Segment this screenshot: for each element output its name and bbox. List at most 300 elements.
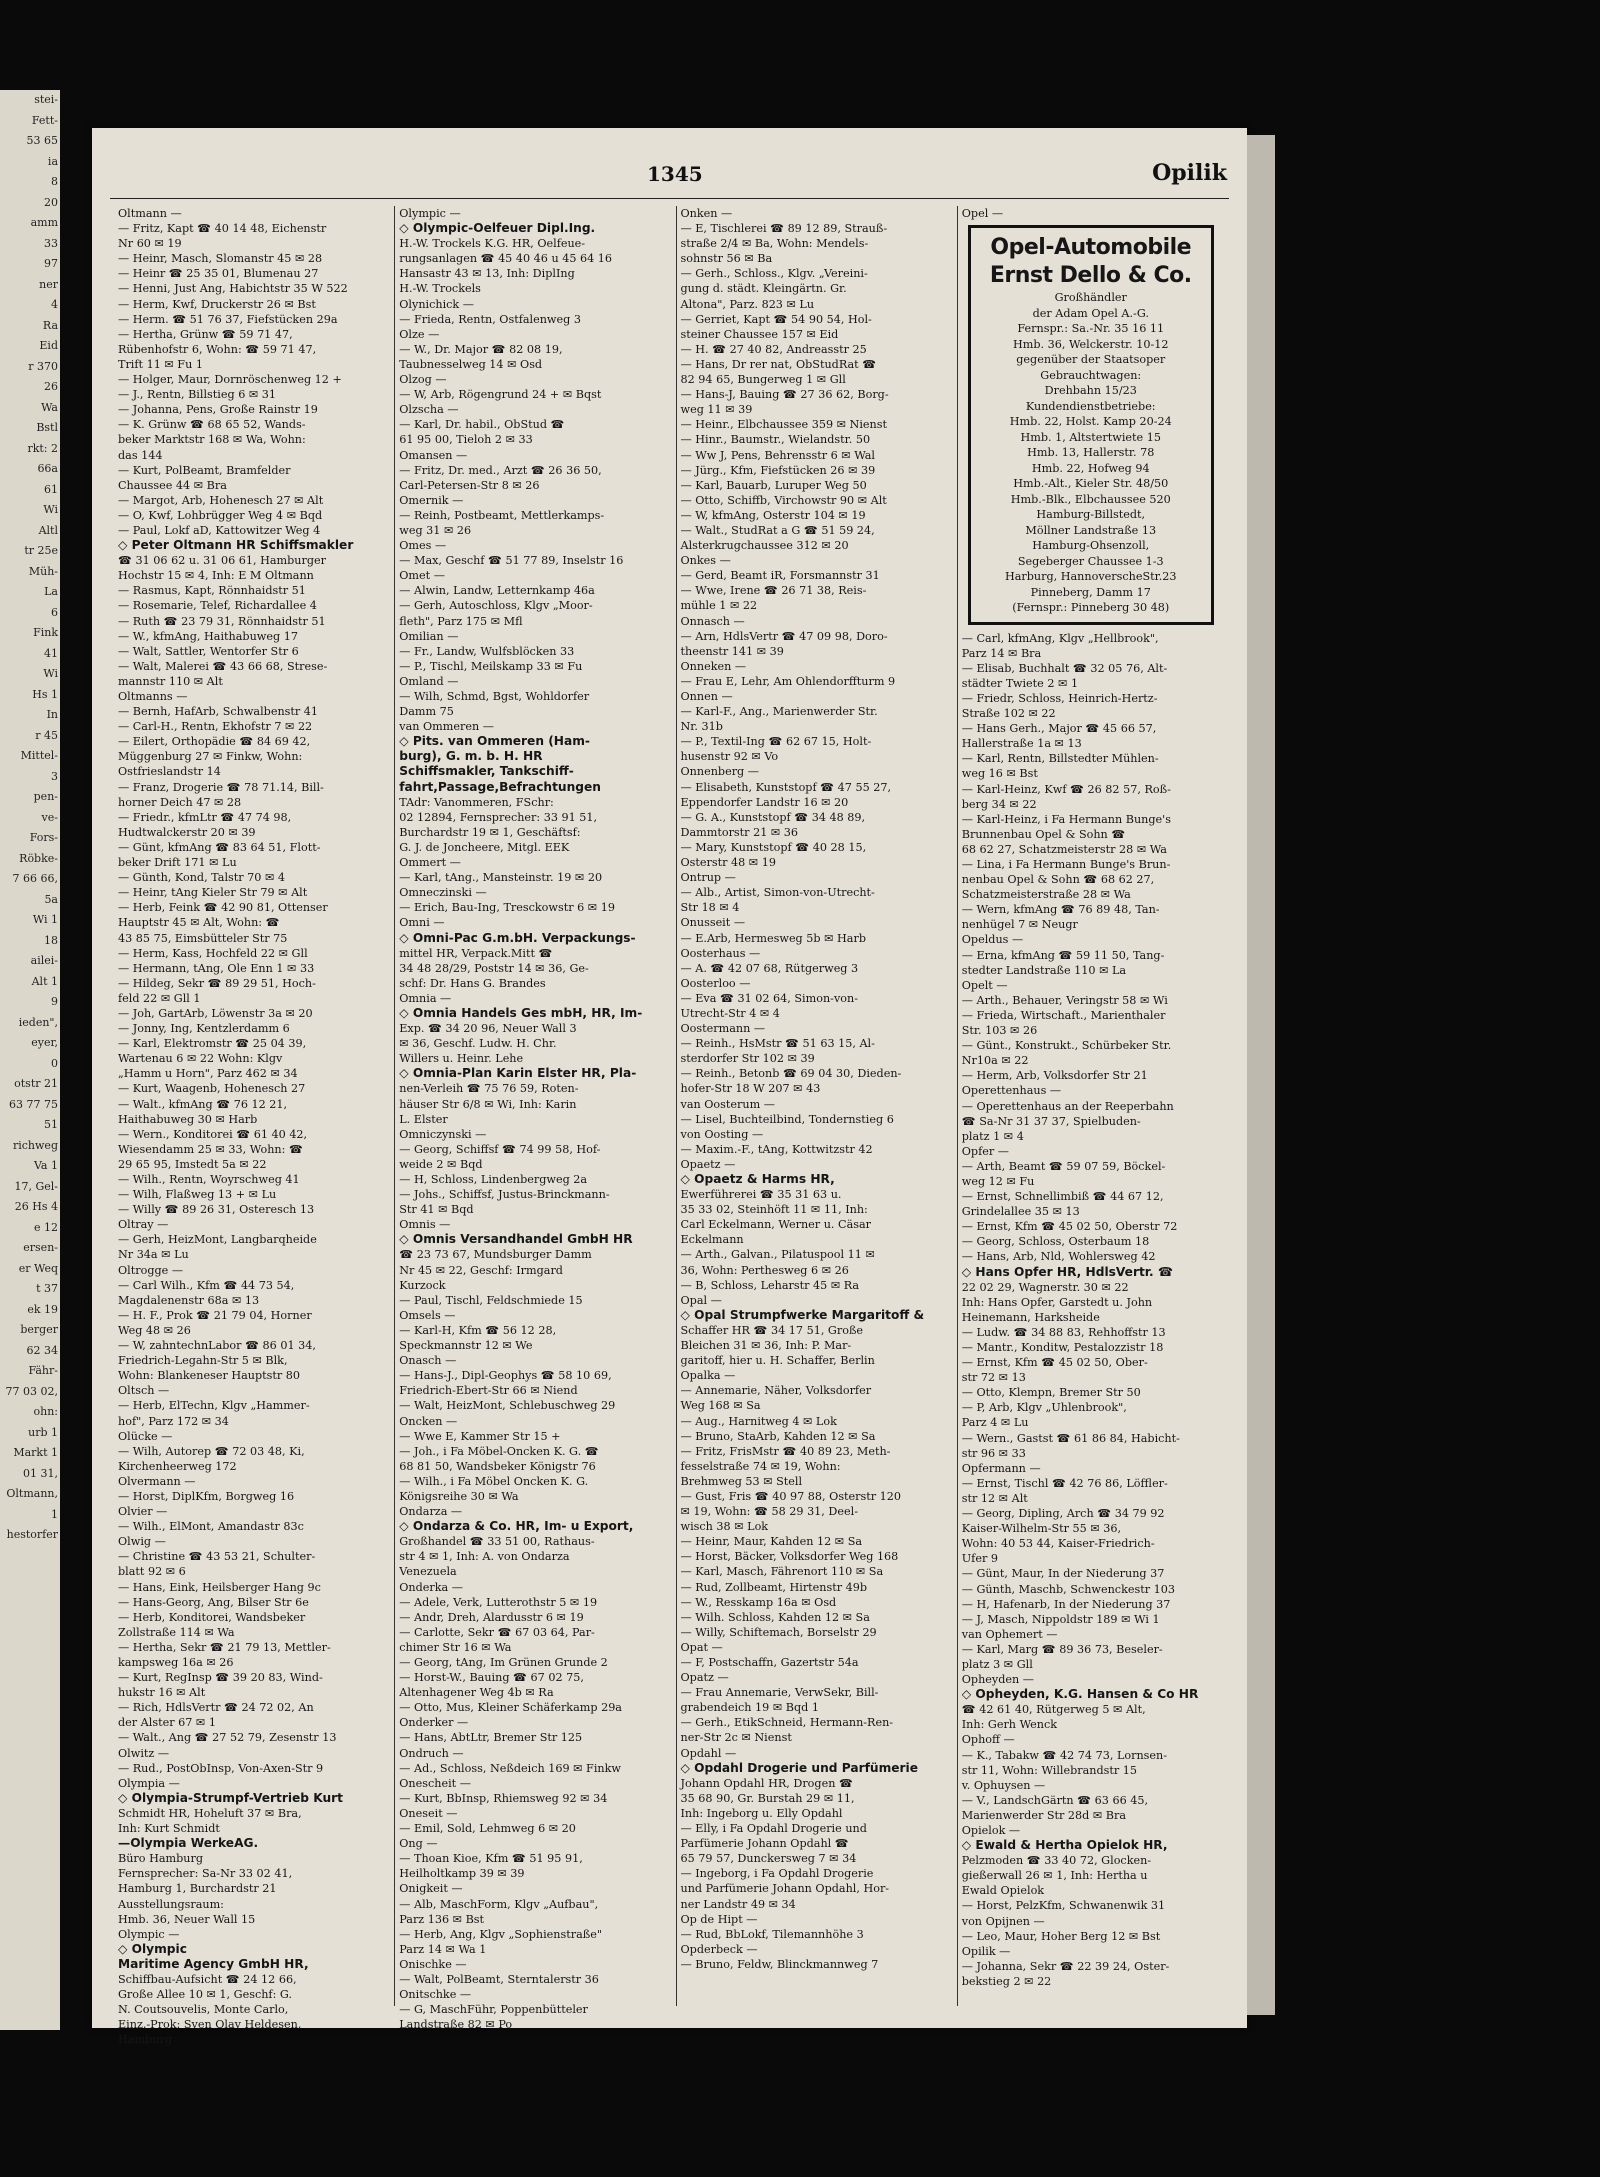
previous-page-fragment: 20 xyxy=(44,195,58,209)
surname-heading: Opalka — xyxy=(680,1369,736,1383)
previous-page-fragment: ek 19 xyxy=(27,1302,58,1316)
directory-entry: 43 85 75, Eimsbütteler Str 75 xyxy=(118,931,288,945)
directory-entry: ✉ 36, Geschf. Ludw. H. Chr. xyxy=(399,1037,557,1051)
directory-entry: Heilholtkamp 39 ✉ 39 xyxy=(399,1867,525,1881)
directory-entry: — Hertha, Grünw ☎ 59 71 47, xyxy=(118,327,293,341)
previous-page-fragment: 01 31, xyxy=(23,1466,58,1480)
previous-page-fragment: 6 xyxy=(51,605,58,619)
directory-entry: — Fritz, Kapt ☎ 40 14 48, Eichenstr xyxy=(118,222,327,236)
previous-page-fragment: Fors- xyxy=(29,831,58,844)
ad-line: (Fernspr.: Pinneberg 30 48) xyxy=(1012,601,1170,615)
directory-entry: weide 2 ✉ Bqd xyxy=(399,1157,483,1171)
surname-heading: Ommert — xyxy=(399,856,461,870)
surname-heading: Oltray — xyxy=(118,1218,169,1232)
directory-entry: Hamburg 1, Burchardstr 21 xyxy=(118,1882,277,1896)
directory-entry: Hudtwalckerstr 20 ✉ 39 xyxy=(118,825,256,839)
directory-entry: — Karl, Dr. habil., ObStud ☎ xyxy=(399,418,565,432)
directory-entry: — Joh, GartArb, Löwenstr 3a ✉ 20 xyxy=(118,1006,313,1020)
directory-entry: — Karl, Elektromstr ☎ 25 04 39, xyxy=(118,1037,307,1051)
directory-entry: — Horst, PelzKfm, Schwanenwik 31 xyxy=(961,1899,1166,1913)
directory-entry: — Horst, Bäcker, Volksdorfer Weg 168 xyxy=(680,1550,899,1564)
directory-entry: bekstieg 2 ✉ 22 xyxy=(961,1974,1052,1988)
directory-entry: — Johs., Schiffsf, Justus-Brinckmann- xyxy=(399,1188,610,1202)
directory-entry: — Walt, Sattler, Wentorfer Str 6 xyxy=(118,644,299,658)
directory-entry: — Arn, HdlsVertr ☎ 47 09 98, Doro- xyxy=(680,629,888,643)
directory-entry: Exp. ☎ 34 20 96, Neuer Wall 3 xyxy=(399,1022,577,1036)
previous-page-fragment: 26 Hs 4 xyxy=(14,1200,58,1213)
directory-entry: — Arth., Behauer, Veringstr 58 ✉ Wi xyxy=(961,993,1168,1007)
previous-page-fragment: 62 34 xyxy=(26,1343,58,1357)
directory-entry: Inh: Hans Opfer, Garstedt u. John xyxy=(961,1295,1153,1309)
directory-entry: — Paul, Lokf aD, Kattowitzer Weg 4 xyxy=(118,523,321,537)
directory-entry: schf: Dr. Hans G. Brandes xyxy=(399,976,546,990)
previous-page-fragment: 9 xyxy=(51,995,58,1008)
directory-entry: — Hans, Eink, Heilsberger Hang 9c xyxy=(118,1580,321,1594)
directory-entry: — Herb, Feink ☎ 42 90 81, Ottenser xyxy=(118,901,328,915)
previous-page-fragment: 3 xyxy=(51,769,58,783)
surname-heading: Ophoff — xyxy=(961,1733,1015,1747)
directory-entry: Dammtorstr 21 ✉ 36 xyxy=(680,825,799,839)
previous-page-fragment: 5a xyxy=(44,892,58,906)
directory-entry: — Herm, Kwf, Druckerstr 26 ✉ Bst xyxy=(118,297,316,311)
directory-entry: ☎ Sa-Nr 31 37 37, Spielbuden- xyxy=(961,1114,1141,1128)
directory-entry: Hallerstraße 1a ✉ 13 xyxy=(961,737,1082,751)
directory-entry: — Herm, Arb, Volksdorfer Str 21 xyxy=(961,1069,1148,1083)
directory-entry: hof", Parz 172 ✉ 34 xyxy=(118,1414,229,1428)
directory-entry: sterdorfer Str 102 ✉ 39 xyxy=(680,1052,815,1066)
directory-entry: Burchardstr 19 ✉ 1, Geschäftsf: xyxy=(399,825,581,839)
directory-entry: — Willy ☎ 89 26 31, Osteresch 13 xyxy=(118,1203,315,1217)
directory-entry: — Ernst, Kfm ☎ 45 02 50, Ober- xyxy=(961,1356,1148,1370)
previous-page-fragment: pen- xyxy=(33,790,58,803)
previous-page-fragment: 0 xyxy=(51,1056,58,1070)
directory-entry: — Paul, Tischl, Feldschmiede 15 xyxy=(399,1293,583,1307)
directory-entry: Altenhagener Weg 4b ✉ Ra xyxy=(399,1686,554,1700)
surname-heading: Onneken — xyxy=(680,659,747,673)
directory-entry: — Alwin, Landw, Letternkamp 46a xyxy=(399,584,595,598)
surname-heading: Olücke — xyxy=(118,1429,173,1443)
previous-page-fragment: 63 77 75 xyxy=(9,1097,58,1111)
surname-heading: Olwig — xyxy=(118,1535,166,1549)
directory-entry: — Mary, Kunststopf ☎ 40 28 15, xyxy=(680,840,867,854)
previous-page-fragment: Wa xyxy=(41,400,58,414)
directory-entry: — Elisabeth, Kunststopf ☎ 47 55 27, xyxy=(680,780,892,794)
directory-entry: Nr 34a ✉ Lu xyxy=(118,1248,189,1262)
column-3 xyxy=(681,206,958,2006)
directory-entry: — Ernst, Tischl ☎ 42 76 86, Löffler- xyxy=(961,1476,1168,1490)
directory-entry: Alsterkrugchaussee 312 ✉ 20 xyxy=(680,539,849,553)
surname-heading: Onigkeit — xyxy=(399,1882,463,1896)
directory-entry: TAdr: Vanommeren, FSchr: xyxy=(399,795,554,809)
directory-entry: — Frau Annemarie, VerwSekr, Bill- xyxy=(680,1686,879,1700)
directory-entry: — Rosemarie, Telef, Richardallee 4 xyxy=(118,599,317,613)
previous-page-fragment: 8 xyxy=(51,175,58,188)
directory-entry: Parz 136 ✉ Bst xyxy=(399,1912,485,1926)
directory-entry: — Arth., Galvan., Pilatuspool 11 ✉ xyxy=(680,1248,875,1262)
directory-entry: ◇ Olympia-Strumpf-Vertrieb Kurt xyxy=(118,1790,343,1805)
directory-entry: N. Coutsouvelis, Monte Carlo, xyxy=(118,2003,289,2017)
directory-entry: — K. Grünw ☎ 68 65 52, Wands- xyxy=(118,418,306,432)
previous-page-fragment: berger xyxy=(20,1323,58,1336)
directory-entry: Taubnesselweg 14 ✉ Osd xyxy=(399,357,543,371)
surname-heading: Omet — xyxy=(399,569,445,583)
directory-entry: gießerwall 26 ✉ 1, Inh: Hertha u xyxy=(961,1869,1148,1883)
directory-entry: Inh: Gerh Wenck xyxy=(961,1718,1058,1732)
directory-entry: — Ww J, Pens, Behrensstr 6 ✉ Wal xyxy=(680,448,876,462)
directory-entry: ◇ Omnia Handels Ges mbH, HR, Im- xyxy=(399,1005,643,1020)
directory-entry: — Otto, Schiffb, Virchowstr 90 ✉ Alt xyxy=(680,493,887,507)
directory-entry: Chaussee 44 ✉ Bra xyxy=(118,478,227,492)
previous-page-fragment: Hs 1 xyxy=(32,687,58,701)
surname-heading: Omland — xyxy=(399,674,459,688)
directory-entry: Brehmweg 53 ✉ Stell xyxy=(680,1474,803,1488)
surname-heading: Omilian — xyxy=(399,629,459,643)
directory-entry: Parfümerie Johann Opdahl ☎ xyxy=(680,1837,849,1851)
surname-heading: Opel — xyxy=(961,207,1004,220)
directory-entry: ◇ Peter Oltmann HR Schiffsmakler xyxy=(118,538,354,553)
directory-entry: — Wilh., i Fa Möbel Oncken K. G. xyxy=(399,1474,589,1488)
previous-page-fragment: richweg xyxy=(13,1138,58,1152)
directory-entry: Straße 102 ✉ 22 xyxy=(961,707,1056,721)
directory-entry: — H. ☎ 27 40 82, Andreasstr 25 xyxy=(680,342,867,356)
directory-entry: ☎ 23 73 67, Mundsburger Damm xyxy=(399,1248,592,1262)
surname-heading: van Ophemert — xyxy=(961,1627,1058,1641)
directory-entry: — Wilh, Schmd, Bgst, Wohldorfer xyxy=(399,690,590,703)
directory-entry: weg 11 ✉ 39 xyxy=(680,403,753,417)
directory-entry: fleth", Parz 175 ✉ Mfl xyxy=(399,614,523,628)
directory-entry: nen-Verleih ☎ 75 76 59, Roten- xyxy=(399,1082,579,1096)
column-4 xyxy=(962,206,1238,2006)
surname-heading: Olympic — xyxy=(118,1927,180,1941)
directory-entry: — Otto, Klempn, Bremer Str 50 xyxy=(961,1386,1141,1400)
surname-heading: Oltrogge — xyxy=(118,1263,184,1277)
directory-entry: — Günt, Maur, In der Niederung 37 xyxy=(961,1567,1165,1581)
directory-entry: Brunnenbau Opel & Sohn ☎ xyxy=(961,827,1126,841)
directory-entry: — Gerh., EtikSchneid, Hermann-Ren- xyxy=(680,1716,894,1730)
directory-entry: mannstr 110 ✉ Alt xyxy=(118,674,223,688)
directory-entry: hofer-Str 18 W 207 ✉ 43 xyxy=(680,1082,821,1096)
directory-entry: Schatzmeisterstraße 28 ✉ Wa xyxy=(961,888,1131,902)
directory-entry: Einz.-Prok: Sven Olav Heldesen, xyxy=(118,2018,302,2032)
directory-entry: — W., Resskamp 16a ✉ Osd xyxy=(680,1595,837,1609)
directory-entry: — Carl-H., Rentn, Ekhofstr 7 ✉ 22 xyxy=(118,720,313,734)
directory-entry: Inh: Ingeborg u. Elly Opdahl xyxy=(680,1806,843,1820)
surname-heading: Opal — xyxy=(680,1293,722,1307)
previous-page-fragment: ieden", xyxy=(18,1015,58,1029)
surname-heading: Omernik — xyxy=(399,493,464,507)
directory-entry: nenbau Opel & Sohn ☎ 68 62 27, xyxy=(961,873,1155,887)
previous-page-fragment: ve- xyxy=(41,810,58,824)
directory-entry: chimer Str 16 ✉ Wa xyxy=(399,1640,512,1654)
directory-entry: Ufer 9 xyxy=(961,1552,998,1566)
directory-entry: — Hinr., Baumstr., Wielandstr. 50 xyxy=(680,433,871,447)
directory-entry: Nr. 31b xyxy=(680,720,723,734)
previous-page-fragment: urb 1 xyxy=(28,1425,58,1439)
directory-entry: — Kurt, Waagenb, Hohenesch 27 xyxy=(118,1082,306,1096)
directory-entry: — Rasmus, Kapt, Rönnhaidstr 51 xyxy=(118,584,306,598)
directory-entry: — Karl, Bauarb, Luruper Weg 50 xyxy=(680,478,867,492)
previous-page-fragment: tr 25e xyxy=(24,544,58,557)
directory-entry: 35 68 90, Gr. Burstah 29 ✉ 11, xyxy=(680,1791,855,1805)
directory-entry: — W., kfmAng, Haithabuweg 17 xyxy=(118,629,298,643)
directory-entry: — Rich, HdlsVertr ☎ 24 72 02, An xyxy=(118,1701,314,1715)
surname-heading: Op de Hipt — xyxy=(680,1912,758,1926)
directory-entry: — Maxim.-F., tAng, Kottwitzstr 42 xyxy=(680,1142,873,1156)
directory-entry: Hochstr 15 ✉ 4, Inh: E M Oltmann xyxy=(118,569,314,583)
previous-page-fragment: ohn: xyxy=(33,1405,58,1418)
directory-entry: — Rud, BbLokf, Tilemannhöhe 3 xyxy=(680,1927,864,1941)
directory-entry: — Gust, Fris ☎ 40 97 88, Osterstr 120 xyxy=(680,1489,902,1503)
ad-line: Hmb. 1, Altstertwiete 15 xyxy=(1020,430,1161,444)
directory-entry: — Alb, MaschForm, Klgv „Aufbau", xyxy=(399,1897,599,1911)
surname-heading: v. Ophuysen — xyxy=(961,1778,1046,1792)
directory-entry: Kaiser-Wilhelm-Str 55 ✉ 36, xyxy=(961,1522,1122,1536)
directory-entry: — F, Postschaffn, Gazertstr 54a xyxy=(680,1656,859,1669)
directory-entry: Str 41 ✉ Bqd xyxy=(399,1203,474,1217)
previous-page-fragment: 7 66 66, xyxy=(12,872,58,885)
surname-heading: Opfer — xyxy=(961,1144,1009,1158)
ad-line: Harburg, HannoverscheStr.23 xyxy=(1004,570,1177,584)
directory-entry: ◇ Omnia-Plan Karin Elster HR, Pla- xyxy=(399,1066,637,1081)
previous-page-fragment: 17, Gel- xyxy=(14,1179,58,1193)
directory-entry: — W., Dr. Major ☎ 82 08 19, xyxy=(399,342,563,356)
directory-entry: 68 62 27, Schatzmeisterstr 28 ✉ Wa xyxy=(961,842,1167,856)
directory-entry: Zollstraße 114 ✉ Wa xyxy=(118,1625,235,1639)
directory-entry: Grindelallee 35 ✉ 13 xyxy=(961,1205,1080,1219)
previous-page-fragment: otstr 21 xyxy=(14,1077,58,1090)
directory-entry: — Thoan Kioe, Kfm ☎ 51 95 91, xyxy=(399,1852,583,1866)
directory-entry: — Henni, Just Ang, Habichtstr 35 W 522 xyxy=(118,282,348,296)
ad-line: Kundendienstbetriebe: xyxy=(1025,399,1156,413)
directory-entry: Wartenau 6 ✉ 22 Wohn: Klgv xyxy=(118,1052,283,1066)
ad-line: Möllner Landstraße 13 xyxy=(1025,523,1157,537)
directory-entry: — Carl Wilh., Kfm ☎ 44 73 54, xyxy=(118,1278,295,1292)
directory-entry: mühle 1 ✉ 22 xyxy=(680,599,758,613)
surname-heading: Opilik — xyxy=(961,1944,1011,1958)
previous-page-fragment: 1 xyxy=(51,1507,58,1521)
directory-entry: — Reinh, Postbeamt, Mettlerkamps- xyxy=(399,508,605,522)
directory-entry: Nr 60 ✉ 19 xyxy=(118,237,182,251)
ad-line: Pinneberg, Damm 17 xyxy=(1030,585,1151,599)
directory-entry: — Heinr, tAng Kieler Str 79 ✉ Alt xyxy=(118,886,308,900)
directory-entry: — Walt, HeizMont, Schlebuschweg 29 xyxy=(399,1399,616,1413)
directory-entry: und Parfümerie Johann Opdahl, Hor- xyxy=(680,1882,890,1896)
directory-entry: — Herb, Konditorei, Wandsbeker xyxy=(118,1610,306,1624)
directory-entry: ner Landstr 49 ✉ 34 xyxy=(680,1897,796,1911)
directory-entry: — Willy, Schiftemach, Borselstr 29 xyxy=(680,1625,877,1639)
directory-entry: straße 2/4 ✉ Ba, Wohn: Mendels- xyxy=(680,237,869,251)
directory-entry: Ausstellungsraum: xyxy=(118,1897,224,1911)
surname-heading: Onischke — xyxy=(399,1957,467,1971)
directory-entry: weg 31 ✉ 26 xyxy=(399,523,472,537)
directory-entry: — E, Tischlerei ☎ 89 12 89, Strauß- xyxy=(680,222,888,236)
directory-entry: — Karl-Heinz, Kwf ☎ 26 82 57, Roß- xyxy=(961,782,1171,796)
directory-entry: Damm 75 xyxy=(399,705,454,719)
directory-entry: Eppendorfer Landstr 16 ✉ 20 xyxy=(680,795,849,809)
directory-entry: — Wern, kfmAng ☎ 76 89 48, Tan- xyxy=(961,903,1160,917)
directory-entry: Parz 14 ✉ Bra xyxy=(961,646,1042,660)
directory-entry: — Hans, Arb, Nld, Wohlersweg 42 xyxy=(961,1250,1156,1264)
directory-entry: — Reinh., HsMstr ☎ 51 63 15, Al- xyxy=(680,1037,875,1051)
directory-entry: steiner Chaussee 157 ✉ Eid xyxy=(680,327,839,341)
surname-heading: Omnia — xyxy=(399,991,452,1005)
surname-heading: Onkes — xyxy=(680,554,731,568)
directory-entry: — Herm, Kass, Hochfeld 22 ✉ Gll xyxy=(118,946,308,960)
directory-entry: — Eilert, Orthopädie ☎ 84 69 42, xyxy=(118,735,311,749)
previous-page-fragment: La xyxy=(44,585,58,598)
previous-page-fragment: t 37 xyxy=(36,1282,58,1295)
surname-heading: Ong — xyxy=(399,1837,438,1851)
directory-entry: — H, Schloss, Lindenbergweg 2a xyxy=(399,1173,588,1186)
previous-page-fragment: eyer, xyxy=(31,1036,58,1049)
directory-entry: „Hamm u Horn", Parz 462 ✉ 34 xyxy=(118,1067,298,1081)
directory-entry: — Walt, PolBeamt, Sterntalerstr 36 xyxy=(399,1972,599,1986)
directory-entry: — H, Hafenarb, In der Niederung 37 xyxy=(961,1597,1171,1611)
directory-entry: husenstr 92 ✉ Vo xyxy=(680,750,779,764)
directory-entry: — Hans-J., Dipl-Geophys ☎ 58 10 69, xyxy=(399,1369,612,1383)
directory-entry: — Karl-F., Ang., Marienwerder Str. xyxy=(680,705,878,719)
surname-heading: Ondarza — xyxy=(399,1505,463,1519)
surname-heading: Operettenhaus — xyxy=(961,1084,1062,1098)
directory-entry: — Georg, tAng, Im Grünen Grunde 2 xyxy=(399,1656,608,1669)
directory-entry: Parz 4 ✉ Lu xyxy=(961,1416,1029,1430)
previous-page-fragment: 66a xyxy=(37,462,58,475)
directory-entry: 29 65 95, Imstedt 5a ✉ 22 xyxy=(118,1157,267,1171)
directory-entry: Parz 14 ✉ Wa 1 xyxy=(399,1942,487,1956)
directory-entry: — Hans-J, Bauing ☎ 27 36 62, Borg- xyxy=(680,388,889,402)
directory-entry: — Bruno, Feldw, Blinckmannweg 7 xyxy=(680,1957,879,1971)
previous-page-fragment: 26 xyxy=(44,380,58,393)
directory-entry: ◇ Opaetz & Harms HR, xyxy=(680,1172,835,1186)
directory-entry: — Kurt, RegInsp ☎ 39 20 83, Wind- xyxy=(118,1671,323,1685)
surname-heading: Opelt — xyxy=(961,978,1008,992)
page-number: 1345 xyxy=(647,162,703,186)
directory-entry: ☎ 42 61 40, Rütgerweg 5 ✉ Alt, xyxy=(961,1703,1146,1717)
directory-entry: hukstr 16 ✉ Alt xyxy=(118,1686,206,1700)
previous-page-fragment: ner xyxy=(39,277,58,291)
ad-line: Segeberger Chaussee 1-3 xyxy=(1017,554,1164,568)
directory-entry: L. Elster xyxy=(399,1112,448,1126)
directory-entry: — Operettenhaus an der Reeperbahn xyxy=(961,1099,1174,1113)
surname-heading: Onnasch — xyxy=(680,614,745,628)
surname-heading: Oosterloo — xyxy=(680,976,751,990)
directory-entry: Müggenburg 27 ✉ Finkw, Wohn: xyxy=(118,750,303,764)
ad-line: Hmb. 36, Welckerstr. 10-12 xyxy=(1012,337,1169,351)
surname-heading: Omnis — xyxy=(399,1218,451,1232)
directory-entry: — V., LandschGärtn ☎ 63 66 45, xyxy=(961,1793,1149,1807)
directory-entry: städter Twiete 2 ✉ 1 xyxy=(961,676,1079,690)
directory-entry: — Rud, Zollbeamt, Hirtenstr 49b xyxy=(680,1580,868,1594)
previous-page-fragment: Va 1 xyxy=(34,1159,58,1172)
directory-entry: — Wilh., Rentn, Woyrschweg 41 xyxy=(118,1173,300,1186)
previous-page-fragment: Bstl xyxy=(36,421,58,434)
directory-entry: — Horst-W., Bauing ☎ 67 02 75, xyxy=(399,1671,584,1685)
directory-entry: — P., Textil-Ing ☎ 62 67 15, Holt- xyxy=(680,735,872,749)
directory-entry: — H. F., Prok ☎ 21 79 04, Horner xyxy=(118,1308,312,1322)
directory-entry: Wohn: 40 53 44, Kaiser-Friedrich- xyxy=(961,1537,1155,1551)
directory-entry: Speckmannstr 12 ✉ We xyxy=(399,1339,533,1353)
ad-line: Hmb.-Alt., Kieler Str. 48/50 xyxy=(1013,477,1169,491)
directory-entry: 34 48 28/29, Poststr 14 ✉ 36, Ge- xyxy=(399,961,589,975)
surname-heading: Ontrup — xyxy=(680,871,736,885)
previous-page-fragment: er Weq xyxy=(18,1261,58,1275)
directory-entry: fahrt,Passage,Befrachtungen xyxy=(399,779,601,794)
directory-entry: — Ad., Schloss, Neßdeich 169 ✉ Finkw xyxy=(399,1761,621,1775)
directory-entry: 36, Wohn: Perthesweg 6 ✉ 26 xyxy=(680,1263,849,1277)
surname-heading: Omni — xyxy=(399,916,445,930)
directory-entry: Landstraße 82 ✉ Po xyxy=(399,2018,513,2032)
directory-entry: blatt 92 ✉ 6 xyxy=(118,1565,186,1579)
previous-page-fragment: 41 xyxy=(44,646,58,660)
directory-entry: ◇ Ewald & Hertha Opielok HR, xyxy=(961,1838,1168,1853)
directory-entry: — Hildeg, Sekr ☎ 89 29 51, Hoch- xyxy=(118,976,316,990)
ad-line: Großhändler xyxy=(1054,291,1127,305)
directory-entry: — Frau E, Lehr, Am Ohlendorffturm 9 xyxy=(680,674,896,688)
ad-line: der Adam Opel A.-G. xyxy=(1032,306,1149,320)
surname-heading: Opielok — xyxy=(961,1824,1021,1837)
directory-entry: str 4 ✉ 1, Inh: A. von Ondarza xyxy=(399,1550,570,1564)
directory-entry: sohnstr 56 ✉ Ba xyxy=(680,252,773,266)
directory-entry: wisch 38 ✉ Lok xyxy=(680,1520,769,1534)
directory-entry: Großhandel ☎ 33 51 00, Rathaus- xyxy=(399,1535,595,1549)
directory-entry: — Ruth ☎ 23 79 31, Rönnhaidstr 51 xyxy=(118,614,326,628)
directory-entry: — Wern., Gastst ☎ 61 86 84, Habicht- xyxy=(961,1431,1180,1445)
directory-entry: 61 95 00, Tieloh 2 ✉ 33 xyxy=(399,433,533,447)
directory-entry: weg 16 ✉ Bst xyxy=(961,767,1038,781)
directory-entry: — Mantr., Konditw, Pestalozzistr 18 xyxy=(961,1341,1164,1354)
directory-entry: — Aug., Harnitweg 4 ✉ Lok xyxy=(680,1414,837,1428)
directory-entry: — Christine ☎ 43 53 21, Schulter- xyxy=(118,1550,316,1564)
previous-page-sliver xyxy=(0,90,60,2030)
directory-entry: — Walt, Malerei ☎ 43 66 68, Strese- xyxy=(118,659,328,673)
directory-entry: Pelzmoden ☎ 33 40 72, Glocken- xyxy=(961,1854,1152,1868)
directory-entry: — Max, Geschf ☎ 51 77 89, Inselstr 16 xyxy=(399,554,624,568)
directory-entry: — Georg, Schloss, Osterbaum 18 xyxy=(961,1235,1150,1249)
directory-entry: — W, zahntechnLabor ☎ 86 01 34, xyxy=(118,1339,316,1353)
previous-page-fragment: 77 03 02, xyxy=(5,1384,58,1398)
directory-entry: — Hans, AbtLtr, Bremer Str 125 xyxy=(399,1731,583,1745)
directory-entry: Hansastr 43 ✉ 13, Inh: DiplIng xyxy=(399,267,575,281)
directory-entry: feld 22 ✉ Gll 1 xyxy=(118,991,201,1005)
directory-entry: — Heinr., Elbchaussee 359 ✉ Nienst xyxy=(680,418,887,432)
ad-title-line-1: Opel-Automobile xyxy=(990,235,1192,261)
directory-entry: — A. ☎ 42 07 68, Rütgerweg 3 xyxy=(680,961,859,975)
directory-entry: garitoff, hier u. H. Schaffer, Berlin xyxy=(680,1354,875,1368)
directory-entry: — Karl-Heinz, i Fa Hermann Bunge's xyxy=(961,812,1171,826)
directory-entry: Nr10a ✉ 22 xyxy=(961,1054,1029,1068)
surname-heading: Opat — xyxy=(680,1640,723,1654)
directory-entry: Schiffsmakler, Tankschiff- xyxy=(399,764,574,779)
ad-line: Hamburg-Billstedt, xyxy=(1036,508,1146,522)
surname-heading: Onderker — xyxy=(399,1716,469,1730)
directory-entry: ☎ 31 06 62 u. 31 06 61, Hamburger xyxy=(118,554,326,568)
surname-heading: Omniczynski — xyxy=(399,1127,487,1141)
surname-heading: Oosterhaus — xyxy=(680,946,761,960)
directory-entry: — Margot, Arb, Hohenesch 27 ✉ Alt xyxy=(118,493,324,507)
surname-heading: Oltsch — xyxy=(118,1384,170,1398)
directory-entry: 82 94 65, Bungerweg 1 ✉ Gll xyxy=(680,373,846,387)
directory-entry: — Hans-Georg, Ang, Bilser Str 6e xyxy=(118,1595,309,1609)
directory-entry: — Georg, Dipling, Arch ☎ 34 79 92 xyxy=(961,1507,1165,1521)
directory-entry: häuser Str 6/8 ✉ Wi, Inh: Karin xyxy=(399,1097,577,1111)
directory-entry: Ostfrieslandstr 14 xyxy=(118,765,221,779)
surname-heading: Opdahl — xyxy=(680,1746,737,1760)
directory-entry: Schiffbau-Aufsicht ☎ 24 12 66, xyxy=(118,1972,297,1986)
previous-page-fragment: Altl xyxy=(38,523,58,537)
directory-entry: — Wwe E, Kammer Str 15 + xyxy=(399,1429,561,1443)
directory-entry: — Otto, Mus, Kleiner Schäferkamp 29a xyxy=(399,1701,622,1715)
directory-entry: 65 79 57, Dunckersweg 7 ✉ 34 xyxy=(680,1852,857,1866)
